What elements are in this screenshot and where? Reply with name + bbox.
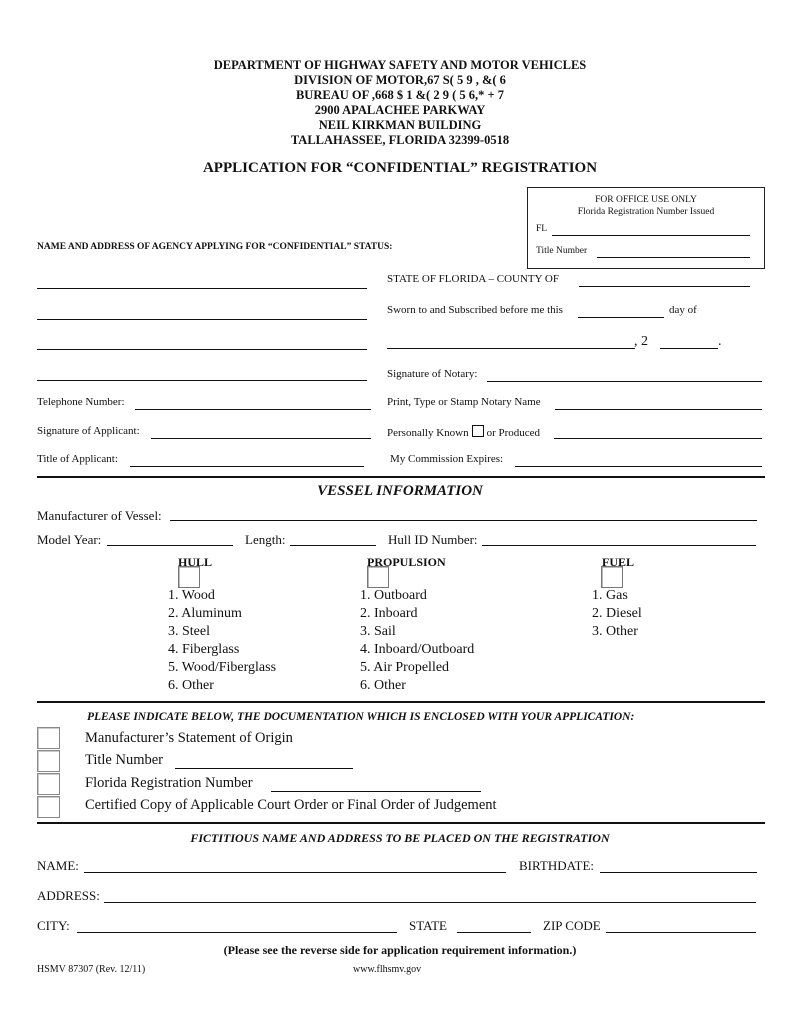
notary-name-label: Print, Type or Stamp Notary Name — [387, 396, 541, 408]
propulsion-option: 5. Air Propelled — [360, 660, 450, 675]
state-county-label: STATE OF FLORIDA – COUNTY OF — [387, 273, 559, 285]
state-label: STATE — [409, 918, 447, 933]
propulsion-option: 6. Other — [360, 678, 406, 693]
agency-label: NAME AND ADDRESS OF AGENCY APPLYING FOR “CONFIDENTIAL” STATUS: — [37, 242, 393, 252]
office-use-subheading: Florida Registration Number Issued — [577, 207, 715, 217]
propulsion-option: 2. Inboard — [360, 606, 418, 621]
fuel-option: 2. Diesel — [592, 606, 642, 621]
address-label: ADDRESS: — [37, 888, 100, 903]
propulsion-option: 1. Outboard — [360, 588, 427, 603]
notary-name-field[interactable] — [555, 409, 762, 410]
doc-checkbox-origin[interactable] — [37, 727, 60, 749]
documentation-heading: PLEASE INDICATE BELOW, THE DOCUMENTATION WHICH IS ENCLOSED WITH YOUR APPLICATION: — [87, 711, 635, 723]
agency-address-line-2[interactable] — [37, 380, 367, 381]
hull-option: 3. Steel — [168, 624, 210, 639]
year-end: . — [718, 334, 722, 349]
propulsion-options — [360, 587, 474, 695]
doc-title-number-field[interactable] — [175, 768, 353, 769]
doc-item-registration: Florida Registration Number — [85, 775, 253, 791]
hull-id-field[interactable] — [482, 545, 756, 546]
agency-name-line-1[interactable] — [37, 288, 367, 289]
section-divider-1 — [37, 476, 765, 478]
zip-label: ZIP CODE — [543, 918, 601, 933]
produced-id-field[interactable] — [554, 438, 762, 439]
doc-registration-number-field[interactable] — [271, 791, 481, 792]
year-separator: , 2 — [634, 334, 648, 349]
agency-name-line-2[interactable] — [37, 319, 367, 320]
propulsion-label: PROPULSION — [367, 555, 446, 569]
section-divider-2 — [37, 701, 765, 703]
header-line-2: DIVISION OF MOTOR,67 S( 5 9 , &( 6 — [294, 73, 506, 87]
name-label: NAME: — [37, 858, 79, 873]
fuel-options — [592, 587, 642, 641]
form-id: HSMV 87307 (Rev. 12/11) — [37, 964, 146, 975]
applicant-signature-label: Signature of Applicant: — [37, 425, 140, 437]
sworn-year-field[interactable] — [660, 348, 718, 349]
city-label: CITY: — [37, 918, 70, 933]
length-label: Length: — [245, 532, 286, 547]
fuel-label: FUEL — [602, 555, 635, 569]
agency-address-line-1[interactable] — [37, 349, 367, 350]
header-line-3: BUREAU OF ,668 $ 1 &( 2 9 ( 5 6,* + 7 — [295, 88, 505, 102]
personally-known-row — [387, 425, 540, 439]
telephone-label: Telephone Number: — [37, 396, 125, 408]
fuel-code-box[interactable] — [601, 566, 623, 588]
city-field[interactable] — [77, 932, 397, 933]
state-field[interactable] — [457, 932, 531, 933]
fl-number-field[interactable] — [552, 235, 750, 236]
day-of-label: day of — [669, 304, 697, 316]
propulsion-option: 3. Sail — [360, 624, 396, 639]
hull-option: 6. Other — [168, 678, 214, 693]
fl-label: FL — [536, 224, 548, 234]
propulsion-option: 4. Inboard/Outboard — [360, 642, 475, 657]
title-number-field[interactable] — [597, 257, 750, 258]
hull-code-box[interactable] — [178, 566, 200, 588]
vessel-heading: VESSEL INFORMATION — [317, 483, 483, 499]
section-divider-3 — [37, 822, 765, 824]
header-line-4: 2900 APALACHEE PARKWAY — [314, 103, 486, 117]
manufacturer-field[interactable] — [170, 520, 757, 521]
doc-checkbox-title[interactable] — [37, 750, 60, 772]
telephone-field[interactable] — [135, 409, 371, 410]
birthdate-label: BIRTHDATE: — [519, 858, 595, 873]
fuel-option: 3. Other — [592, 624, 638, 639]
applicant-title-label: Title of Applicant: — [37, 453, 118, 465]
fuel-option: 1. Gas — [592, 588, 628, 603]
sworn-month-field[interactable] — [387, 348, 635, 349]
propulsion-code-box[interactable] — [367, 566, 389, 588]
commission-field[interactable] — [515, 466, 762, 467]
notary-signature-field[interactable] — [487, 381, 762, 382]
name-field[interactable] — [84, 872, 506, 873]
zip-field[interactable] — [606, 932, 756, 933]
form-title: APPLICATION FOR “CONFIDENTIAL” REGISTRATION — [202, 160, 598, 176]
office-use-heading: FOR OFFICE USE ONLY — [595, 195, 697, 205]
hull-option: 5. Wood/Fiberglass — [168, 660, 277, 675]
applicant-title-field[interactable] — [130, 466, 364, 467]
doc-checkbox-court-order[interactable] — [37, 796, 60, 818]
title-number-label: Title Number — [536, 246, 588, 256]
personally-known-checkbox[interactable] — [472, 425, 484, 437]
website: www.flhsmv.gov — [353, 964, 422, 975]
notary-signature-label: Signature of Notary: — [387, 368, 478, 380]
office-use-box — [527, 187, 765, 269]
header-line-1: DEPARTMENT OF HIGHWAY SAFETY AND MOTOR VEHICLES — [213, 58, 587, 72]
model-year-label: Model Year: — [37, 532, 102, 547]
sworn-day-field[interactable] — [578, 317, 664, 318]
sworn-label: Sworn to and Subscribed before me this — [387, 304, 563, 316]
personally-known-label: Personally Known — [387, 427, 469, 439]
hull-option: 2. Aluminum — [168, 606, 242, 621]
doc-checkbox-registration[interactable] — [37, 773, 60, 795]
hull-option: 4. Fiberglass — [168, 642, 240, 657]
or-produced-label: or Produced — [486, 427, 541, 439]
reverse-side-note: (Please see the reverse side for application requirement information.) — [223, 943, 577, 957]
header-line-6: TALLAHASSEE, FLORIDA 32399-0518 — [290, 133, 510, 147]
hull-options — [168, 587, 276, 695]
fictitious-heading: FICTITIOUS NAME AND ADDRESS TO BE PLACED ON THE REGISTRATION — [190, 831, 610, 845]
hull-label: HULL — [178, 555, 213, 569]
county-field[interactable] — [579, 286, 750, 287]
hull-id-label: Hull ID Number: — [388, 532, 478, 547]
address-field[interactable] — [104, 902, 756, 903]
doc-item-court-order: Certified Copy of Applicable Court Order or Final Order of Judgement — [85, 797, 497, 813]
length-field[interactable] — [290, 545, 376, 546]
model-year-field[interactable] — [107, 545, 233, 546]
doc-item-origin: Manufacturer’s Statement of Origin — [85, 730, 293, 746]
manufacturer-label: Manufacturer of Vessel: — [37, 508, 162, 523]
commission-label: My Commission Expires: — [390, 453, 504, 465]
birthdate-field[interactable] — [600, 872, 757, 873]
doc-item-title: Title Number — [85, 752, 164, 768]
header-line-5: NEIL KIRKMAN BUILDING — [318, 118, 482, 132]
applicant-signature-field[interactable] — [151, 438, 371, 439]
hull-option: 1. Wood — [168, 588, 215, 603]
